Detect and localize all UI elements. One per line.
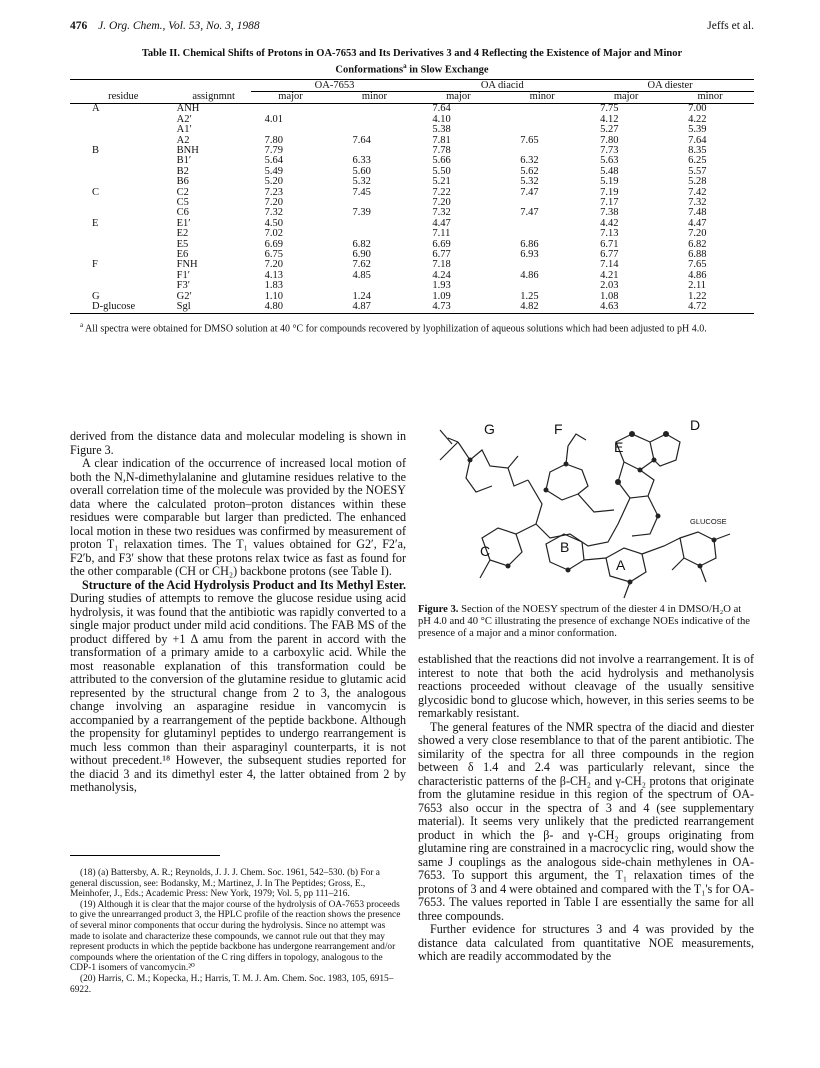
references	[70, 868, 406, 995]
table-cell: 6.69	[264, 238, 283, 250]
table-cell: FNH	[176, 259, 198, 271]
reference-20: (20) Harris, C. M.; Kopecka, H.; Harris, T. M. J. Am. Chem. Soc. 1983, 105, 6915–6922.	[70, 973, 394, 995]
table-cell: E5	[176, 238, 189, 250]
table-row	[70, 240, 754, 250]
table-cell	[498, 219, 586, 229]
table-cell: 7.79	[264, 144, 283, 156]
table-cell	[498, 281, 586, 291]
table-cell: 4.12	[600, 113, 619, 125]
page	[70, 20, 754, 335]
table-row	[70, 260, 754, 270]
table-cell: 7.80	[264, 134, 283, 146]
table-cell	[70, 281, 177, 291]
structure-bonds	[440, 430, 730, 598]
table-cell: 7.13	[600, 228, 619, 240]
table-cell: 6.71	[600, 238, 619, 250]
table-cell: 4.10	[432, 113, 451, 125]
table-cell: 6.32	[520, 155, 539, 167]
table-cell: 4.85	[352, 269, 371, 281]
table-cell: C2	[176, 186, 189, 198]
table-cell	[498, 115, 586, 125]
table-cell: 7.32	[432, 207, 451, 219]
table-row	[70, 177, 754, 187]
table-cell: 7.22	[432, 186, 451, 198]
table-cell: 5.66	[432, 155, 451, 167]
table-row	[70, 104, 754, 115]
reference-19: (19) Although it is clear that the major course of the hydrolysis of OA-7653 proceeds to give the unrearranged product 3, the HPLC profile of the reaction shows the presence of several minor components that occur during the hydrolysis. Since no attempt was made to isolate and characterize these compounds, we cannot rule out that they may represent products in which the peptide backbone has undergone rearrangement and/or compounds where the orientation of the C ring differs in topology, analogous to the CDP-1 isomers of vancomycin.²⁰	[70, 899, 401, 974]
table-cell: F	[92, 259, 98, 271]
table-row	[70, 271, 754, 281]
table-cell: 5.27	[600, 124, 619, 136]
table-cell: 4.72	[688, 301, 707, 313]
column-header: residue	[70, 91, 177, 103]
table-cell: 5.32	[352, 176, 371, 188]
table-row	[70, 208, 754, 218]
table-cell: 1.09	[432, 290, 451, 302]
table-cell: 7.64	[688, 134, 707, 146]
table-cell: 6.33	[352, 155, 371, 167]
table-cell: 7.48	[688, 207, 707, 219]
table-cell: 5.39	[688, 124, 707, 136]
table-cell: 5.20	[264, 176, 283, 188]
table-cell	[331, 281, 419, 291]
table-row	[70, 198, 754, 208]
table-cell: 7.42	[688, 186, 707, 198]
table-cell: 7.00	[688, 103, 707, 115]
table-cell: G	[92, 290, 100, 302]
table-cell	[70, 229, 177, 239]
table-cell: 7.81	[432, 134, 451, 146]
table-cell	[331, 146, 419, 156]
table-cell	[331, 125, 419, 135]
table-cell	[498, 198, 586, 208]
table-cell: 7.80	[600, 134, 619, 146]
table-cell: 7.65	[520, 134, 539, 146]
section-heading: Structure of the Acid Hydrolysis Product and Its Methyl Ester.	[82, 577, 406, 592]
paragraph: established that the reactions did not involve a rearrangement. It is of interest to note that both the acid hydrolysis and methanolysis reactions proceeded without cleavage of the usually sensitive glycosidic bond to glucose which, however, in this series seems to be remarkably resistant.	[418, 652, 754, 720]
running-head	[70, 20, 754, 36]
table-cell	[70, 240, 177, 250]
table-row	[70, 125, 754, 135]
table-cell: 7.17	[600, 196, 619, 208]
table-cell: A	[92, 103, 100, 115]
table-cell: E	[92, 217, 99, 229]
table-cell: 5.50	[432, 165, 451, 177]
table-cell: B2	[176, 165, 189, 177]
table-cell	[70, 198, 177, 208]
table-cell: C5	[176, 196, 189, 208]
table-row	[70, 146, 754, 156]
table-cell: 6.90	[352, 249, 371, 260]
structure-atoms	[468, 431, 717, 585]
table-row	[70, 156, 754, 166]
table-cell: 1.08	[600, 290, 619, 302]
label-g: G	[484, 421, 495, 437]
table-cell: 4.13	[264, 269, 283, 281]
table-cell: C6	[176, 207, 189, 219]
table-cell: B	[92, 144, 100, 156]
table-cell: 5.21	[432, 176, 451, 188]
table-cell	[331, 198, 419, 208]
table-row	[70, 167, 754, 177]
table-cell: 5.28	[688, 176, 707, 188]
table-cell: 6.25	[688, 155, 707, 167]
table-cell: 6.82	[352, 238, 371, 250]
table-cell: 6.77	[600, 249, 619, 260]
column-header: minor	[666, 91, 754, 103]
table-cell: 7.20	[432, 196, 451, 208]
figure-caption: Figure 3. Section of the NOESY spectrum of the diester 4 in DMSO/H₂O at pH 4.0 and 40 °C illustrating the presence of exchange NOEs indicative of the presence of a major and a minor conformation.	[418, 604, 750, 639]
group-header-diacid: OA diacid	[418, 79, 586, 91]
label-glucose: GLUCOSE	[690, 517, 727, 526]
table-cell: G2′	[176, 290, 192, 302]
table-cell: 4.87	[352, 301, 371, 313]
table-cell: 7.18	[432, 259, 451, 271]
table-cell: 6.86	[520, 238, 539, 250]
table-row	[70, 292, 754, 302]
table-cell: 4.50	[264, 217, 283, 229]
table-cell: D-glucose	[92, 301, 136, 313]
table-cell: 1.24	[352, 290, 371, 302]
table-cell: 7.14	[600, 259, 619, 271]
table-cell: 8.35	[688, 144, 707, 156]
table-cell: 4.73	[432, 301, 451, 313]
table-cell: 7.11	[432, 228, 451, 240]
paragraph: Structure of the Acid Hydrolysis Product and Its Methyl Ester. During studies of attempts to remove the glucose residue using acid hydrolysis, it was found that the antibiotic was rapidly converted to a single major product under mild acid conditions. The FAB MS of the product differed by +1 Δ amu from the parent in accord with the transformation of a primary amide to a carboxylic acid. While the most reasonable explanation of this transformation could be attributed to the conversion of the glutamine residue to glutamic acid represented by the structural change from 2 to 3, the analogous change involving an asparagine residue in vancomycin is accompanied by a rearrangement of the peptide backbone. Although the propensity for glutaminyl peptides to undergo rearrangement is much less common than their asparaginyl counterparts, it is not without precedent.¹⁸ However, the subsequent studies reported for the diacid 3 and its dimethyl ester 4, the latter obtained from 2 by methanolysis,	[70, 577, 406, 794]
molecular-structure-drawing	[418, 420, 754, 602]
column-header: major	[251, 91, 331, 103]
table-cell: Sgl	[176, 301, 191, 313]
paragraph: derived from the distance data and molecular modeling is shown in Figure 3.	[70, 429, 406, 457]
right-column	[418, 653, 754, 964]
table-body	[70, 104, 754, 314]
table-cell: 4.47	[688, 217, 707, 229]
table-cell: F3′	[176, 280, 190, 292]
table-cell	[498, 229, 586, 239]
table-cell: 6.69	[432, 238, 451, 250]
table-row	[70, 188, 754, 198]
table-cell: 7.32	[688, 196, 707, 208]
table-cell	[331, 229, 419, 239]
table-cell: 2.03	[600, 280, 619, 292]
table-cell: 7.32	[264, 207, 283, 219]
table-cell	[251, 104, 331, 115]
table-cell: B1′	[176, 155, 192, 167]
table-cell: 4.82	[520, 301, 539, 313]
table-cell	[70, 136, 177, 146]
table-cell: 6.75	[264, 249, 283, 260]
table-cell: BNH	[176, 144, 199, 156]
table-cell: 5.19	[600, 176, 619, 188]
table-cell: 7.19	[600, 186, 619, 198]
table-cell: 4.22	[688, 113, 707, 125]
column-header-row	[70, 91, 754, 103]
table-cell	[70, 115, 177, 125]
table-cell	[251, 125, 331, 135]
table-cell: F1′	[176, 269, 190, 281]
label-a: A	[616, 557, 626, 573]
table-cell: 5.62	[520, 165, 539, 177]
table-cell: 7.39	[352, 207, 371, 219]
table-cell	[70, 208, 177, 218]
table-cell: 4.21	[600, 269, 619, 281]
column-header: major	[586, 91, 666, 103]
table-row	[70, 250, 754, 260]
reference-18: (18) (a) Battersby, A. R.; Reynolds, J. J. J. Chem. Soc. 1961, 542–530. (b) For a general discussion, see: Bodansky, M.; Martinez, J. In The Peptides; Gross, E., Meinhofer, J., Eds.; Academic Press: New York, 1979; Vol. 5, pp 111–216.	[70, 868, 380, 900]
table-cell: 5.57	[688, 165, 707, 177]
table-cell: 7.62	[352, 259, 371, 271]
table-row	[70, 302, 754, 314]
table-cell: 7.65	[688, 259, 707, 271]
table-cell: 5.49	[264, 165, 283, 177]
table-cell: 5.38	[432, 124, 451, 136]
column-header: minor	[498, 91, 586, 103]
table-cell: 4.80	[264, 301, 283, 313]
table-cell	[498, 260, 586, 270]
table-cell: 7.75	[600, 103, 619, 115]
table-cell: 4.86	[520, 269, 539, 281]
table-cell	[70, 125, 177, 135]
table-cell: 6.82	[688, 238, 707, 250]
table-cell: 4.47	[432, 217, 451, 229]
paragraph: The general features of the NMR spectra of the diacid and diester showed a very close resemblance to that of the parent antibiotic. The similarity of the spectra for all three compounds in the region between δ 1.4 and 2.4 was particularly relevant, since the characteristic patterns of the β-CH₂ and γ-CH₂ protons that originate from the glutamine residue in this region of the spectrum of OA-7653 also occur in the spectra of 3 and 4 (see supplementary material). It seems very unlikely that the predicted rearrangement product in which the β- and γ-CH₂ groups originating from glutamine ring are constrained in a macrocyclic ring, would show the same J couplings as the analogous side-chain methylenes in OA-7653. To support this argument, the T₁ relaxation times of the protons of 3 and 4 were obtained and compared with the T₁'s for OA-7653. The values reported in Table I are essentially the same for all three compounds.	[418, 719, 754, 923]
table-row	[70, 136, 754, 146]
table-cell: 2.11	[688, 280, 707, 292]
table-cell: 7.73	[600, 144, 619, 156]
left-column	[70, 430, 406, 795]
table-cell	[331, 219, 419, 229]
table-cell: 7.20	[264, 196, 283, 208]
table-cell	[498, 146, 586, 156]
table-cell: 1.83	[264, 280, 283, 292]
table-cell: 6.93	[520, 249, 539, 260]
table-cell: E1′	[176, 217, 191, 229]
table-cell: 4.24	[432, 269, 451, 281]
label-e: E	[614, 439, 624, 455]
table-cell: E2	[176, 228, 189, 240]
table-cell: 6.88	[688, 249, 707, 260]
table-cell: 7.64	[432, 103, 451, 115]
table-cell	[331, 115, 419, 125]
table-cell: 1.25	[520, 290, 539, 302]
table-cell: 5.63	[600, 155, 619, 167]
label-c: C	[480, 543, 491, 559]
table-row	[70, 219, 754, 229]
table-cell: 5.32	[520, 176, 539, 188]
table-cell: 7.23	[264, 186, 283, 198]
page-number: 476	[70, 20, 88, 32]
table-cell	[70, 167, 177, 177]
table-cell: 7.02	[264, 228, 283, 240]
table-row	[70, 281, 754, 291]
table-cell: 7.64	[352, 134, 371, 146]
table-cell: 5.64	[264, 155, 283, 167]
table-cell: 7.47	[520, 186, 539, 198]
table-cell	[331, 104, 419, 115]
table-cell: 7.45	[352, 186, 371, 198]
table-cell: C	[92, 186, 100, 198]
table-cell: 7.47	[520, 207, 539, 219]
reference-rule	[70, 855, 220, 862]
table-cell: 7.20	[688, 228, 707, 240]
table-cell: ANH	[176, 103, 200, 115]
journal-citation: J. Org. Chem., Vol. 53, No. 3, 1988	[98, 20, 260, 32]
table-cell	[70, 177, 177, 187]
column-header: minor	[331, 91, 419, 103]
table-cell: 4.42	[600, 217, 619, 229]
table-cell: A2′	[176, 113, 192, 125]
table-cell: 4.01	[264, 113, 283, 125]
column-header: major	[418, 91, 498, 103]
table-cell: E6	[176, 249, 189, 260]
table-row	[70, 115, 754, 125]
table-cell: 5.60	[352, 165, 371, 177]
table-cell	[70, 250, 177, 260]
paragraph: Further evidence for structures 3 and 4 was provided by the distance data calculated from quantitative NOE measurements, which are readily accommodated by the	[418, 922, 754, 963]
figure-3-structure	[418, 420, 754, 602]
running-authors: Jeffs et al.	[707, 20, 754, 32]
table-cell: 1.93	[432, 280, 451, 292]
table-cell: 1.22	[688, 290, 707, 302]
table-cell: A1′	[176, 124, 192, 136]
table-cell: 4.63	[600, 301, 619, 313]
paragraph: A clear indication of the occurrence of increased local motion of both the N,N-dimethylalanine and glutamine residues relative to the overall correlation time of the molecule was provided by the NOESY data where the calculated proton–proton distances within these residues were comparable but larger than predicted. The enhanced local motion in these two residues was confirmed by measurement of proton T₁ relaxation times. The T₁ values obtained for G2′, F2′a, F2′b, and F3′ show that these protons relax twice as fast as found for the other comparable (CH or CH₂) backbone protons (see Table I).	[70, 456, 406, 578]
table-cell: B6	[176, 176, 189, 188]
chemical-shift-table	[70, 79, 754, 315]
table-caption: Table II. Chemical Shifts of Protons in OA-7653 and Its Derivatives 3 and 4 Reflecting the Existence of Major and Minor Conformations$^a$ in Slow Exchange	[141, 48, 683, 76]
table-cell: 1.10	[264, 290, 283, 302]
table-cell	[498, 104, 586, 115]
table-footnote: $^a$ All spectra were obtained for DMSO solution at 40 °C for compounds recovered by lyophilization of aqueous solutions which had been adjusted to pH 4.0.	[80, 321, 707, 335]
table-row	[70, 229, 754, 239]
group-header-oa7653: OA-7653	[251, 79, 419, 91]
table-cell: 6.77	[432, 249, 451, 260]
label-f: F	[554, 421, 563, 437]
table-cell: 7.38	[600, 207, 619, 219]
label-b: B	[560, 539, 570, 555]
residue-labels	[480, 420, 727, 573]
table-cell: 5.48	[600, 165, 619, 177]
table-cell	[498, 125, 586, 135]
label-d: D	[690, 420, 701, 433]
table-cell	[70, 156, 177, 166]
column-header: assignmnt	[177, 91, 251, 103]
table-cell: A2	[176, 134, 190, 146]
table-cell: 7.78	[432, 144, 451, 156]
table-cell	[70, 271, 177, 281]
group-header-diester: OA diester	[586, 79, 754, 91]
table-cell: 4.86	[688, 269, 707, 281]
table-cell: 7.20	[264, 259, 283, 271]
